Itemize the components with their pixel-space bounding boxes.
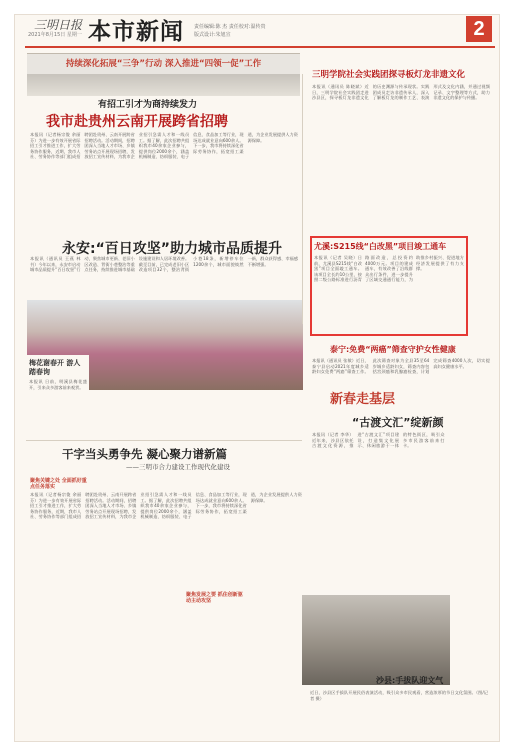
bottom-photo-title: 沙县:手拔队迎文气 — [376, 676, 444, 685]
article-1-kicker: 有招工引才为商持续发力 — [98, 100, 198, 110]
header-rule — [25, 46, 495, 48]
article-2-body: 本报讯（通讯员 王燕 林书）今年以来，永安市启动城市品质提升“百日攻坚”行动，聚焦城市更新、老旧小区改造、背街小巷整治等重点任务，持续推进城市基础设施建设和人居环境改善。截至目前，已完成老旧小区改造项目32个，整治背街小巷18条，新增停车位1200余个，城市面貌焕然一新，群众获得感、幸福感不断增强。 — [30, 256, 298, 273]
paper-name: 三明日报 — [34, 18, 83, 32]
bottom-photo-caption: 近日，沙县区手拔队开展民俗表演活动，吸引众多市民观看，营造浓厚的节日文化氛围。（图/记者 摄） — [310, 690, 488, 701]
page-number: 2 — [466, 16, 492, 42]
photo-caption-body: 本报讯 日前，明溪县梅花盛开，引来众多游客前来观赏。 — [29, 379, 87, 390]
lead-title: 干字当头勇争先 凝心聚力谱新篇 — [62, 447, 228, 461]
xinsheng-body: 本报讯（记者 李华）近年来，沙县区依托古渡文化资源，推进“古渡文汇”项目建设，打造集文化展示、休闲旅游于一体的特色街区，吸引众多市民游客前来打卡。 — [312, 432, 445, 449]
article-4-body: 本报讯（记者 吴晓）日前，尤溪县S215线“白改黑”项目全面竣工通车。该项目全长约10公里，按照二级公路标准进行沥青路面改造，总投资约4000万元。项目的建成通车，有效改善了沿线群众出行条件，进一步提升了区域交通通行能力，为助推乡村振兴、促进地方经济发展提供了有力支撑。 — [314, 255, 464, 283]
xinsheng-title: “古渡文汇”绽新颜 — [352, 416, 444, 429]
article-2-title: 永安:“百日攻坚”助力城市品质提升 — [62, 241, 283, 257]
lead-subtitle: ——三明市合力建设工作现代化建设 — [126, 463, 230, 471]
editor-line: 责任编辑:陈 杰 责任校对:温传贵 — [194, 24, 266, 30]
section-title: 本市新闻 — [88, 18, 184, 45]
column-separator — [302, 74, 303, 324]
design-line: 版式设计:朱旭宣 — [194, 32, 231, 38]
article-5-title: 泰宁:免费“两癌”筛查守护女性健康 — [330, 345, 456, 354]
article-5-body: 本报讯（通讯员 张敏）近日，泰宁县启动2021年度城乡适龄妇女免费“两癌”筛查工作。此次筛查对象为全县35至64岁城乡适龄妇女，筛查内容包括宫颈癌和乳腺癌检查，计划完成筛查4000人次，切实提高妇女健康水平。 — [312, 358, 490, 375]
banner-photo — [27, 74, 300, 96]
photo-caption-box — [27, 355, 89, 407]
article-3-body: 本报讯（通讯员 陈晓斌）近日，三明学院社会实践团走进沙县区，探寻板灯龙非遗文化的历史渊源与传承现状。实践团成员走访非遗传承人，深入了解板灯龙的制作工艺、表演形式及文化内涵，并通过视频记录、文字整理等方式，助力非遗文化的保护与传播。 — [312, 84, 490, 101]
photo-caption-title: 梅花谢春开 游人踏春询 — [29, 359, 81, 376]
article-1-title: 我市赴贵州云南开展跨省招聘 — [46, 114, 228, 130]
article-3-title: 三明学院社会实践团探寻板灯龙非遗文化 — [312, 70, 466, 80]
lead-part-1-title: 聚焦关键之处 全面抓好重点任务落实 — [30, 478, 87, 490]
xinsheng-column-logo: 新春走基层 — [330, 392, 396, 407]
folk-performance-photo — [302, 595, 450, 685]
editor-credits — [194, 23, 324, 39]
lead-part-2-title: 聚焦发展之要 抓住创新驱动主动攻坚 — [186, 592, 246, 604]
article-4-title: 尤溪:S215线“白改黑”项目竣工通车 — [314, 242, 447, 251]
divider — [26, 440, 302, 441]
issue-date: 2021年8月15日 星期一 — [28, 32, 82, 38]
theme-banner: 持续深化拓展“三争”行动 深入推进“四领一促”工作 — [27, 53, 300, 75]
article-1-body: 本报讯（记者杨宗俊 余丽芬）为进一步有效开展省际招工引才推进工作，扩大劳务协作服务，近期，我市人社、劳务协作等部门组成招聘团赴贵州、云南开展跨省招聘活动。活动期间，招聘团深入当地人才市场、乡镇劳务站点开展现场招聘，发放招工宣传材料，为我市企业招引急需人才和一线员工。据了解，此次招聘共组织我市40余家企业参与，提供岗位2000余个，涵盖机械制造、纺织服装、电子信息、食品加工等行业，现场达成就业意向600余人。下一步，我市将持续深化省际劳务协作，拓宽招工渠道，为企业发展提供人力资源保障。 — [30, 132, 298, 160]
lead-body: 本报讯（记者杨宗俊 余丽芬）为进一步有效开展省际招工引才推进工作，扩大劳务协作服务，近期，我市人社、劳务协作等部门组成招聘团赴贵州、云南开展跨省招聘活动。活动期间，招聘团深入当地人才市场、乡镇劳务站点开展现场招聘，发放招工宣传材料，为我市企业招引急需人才和一线员工。据了解，此次招聘共组织我市40余家企业参与，提供岗位2000余个，涵盖机械制造、纺织服装、电子信息、食品加工等行业，现场达成就业意向600余人。下一步，我市将持续深化省际劳务协作，拓宽招工渠道，为企业发展提供人力资源保障。 — [30, 492, 302, 520]
